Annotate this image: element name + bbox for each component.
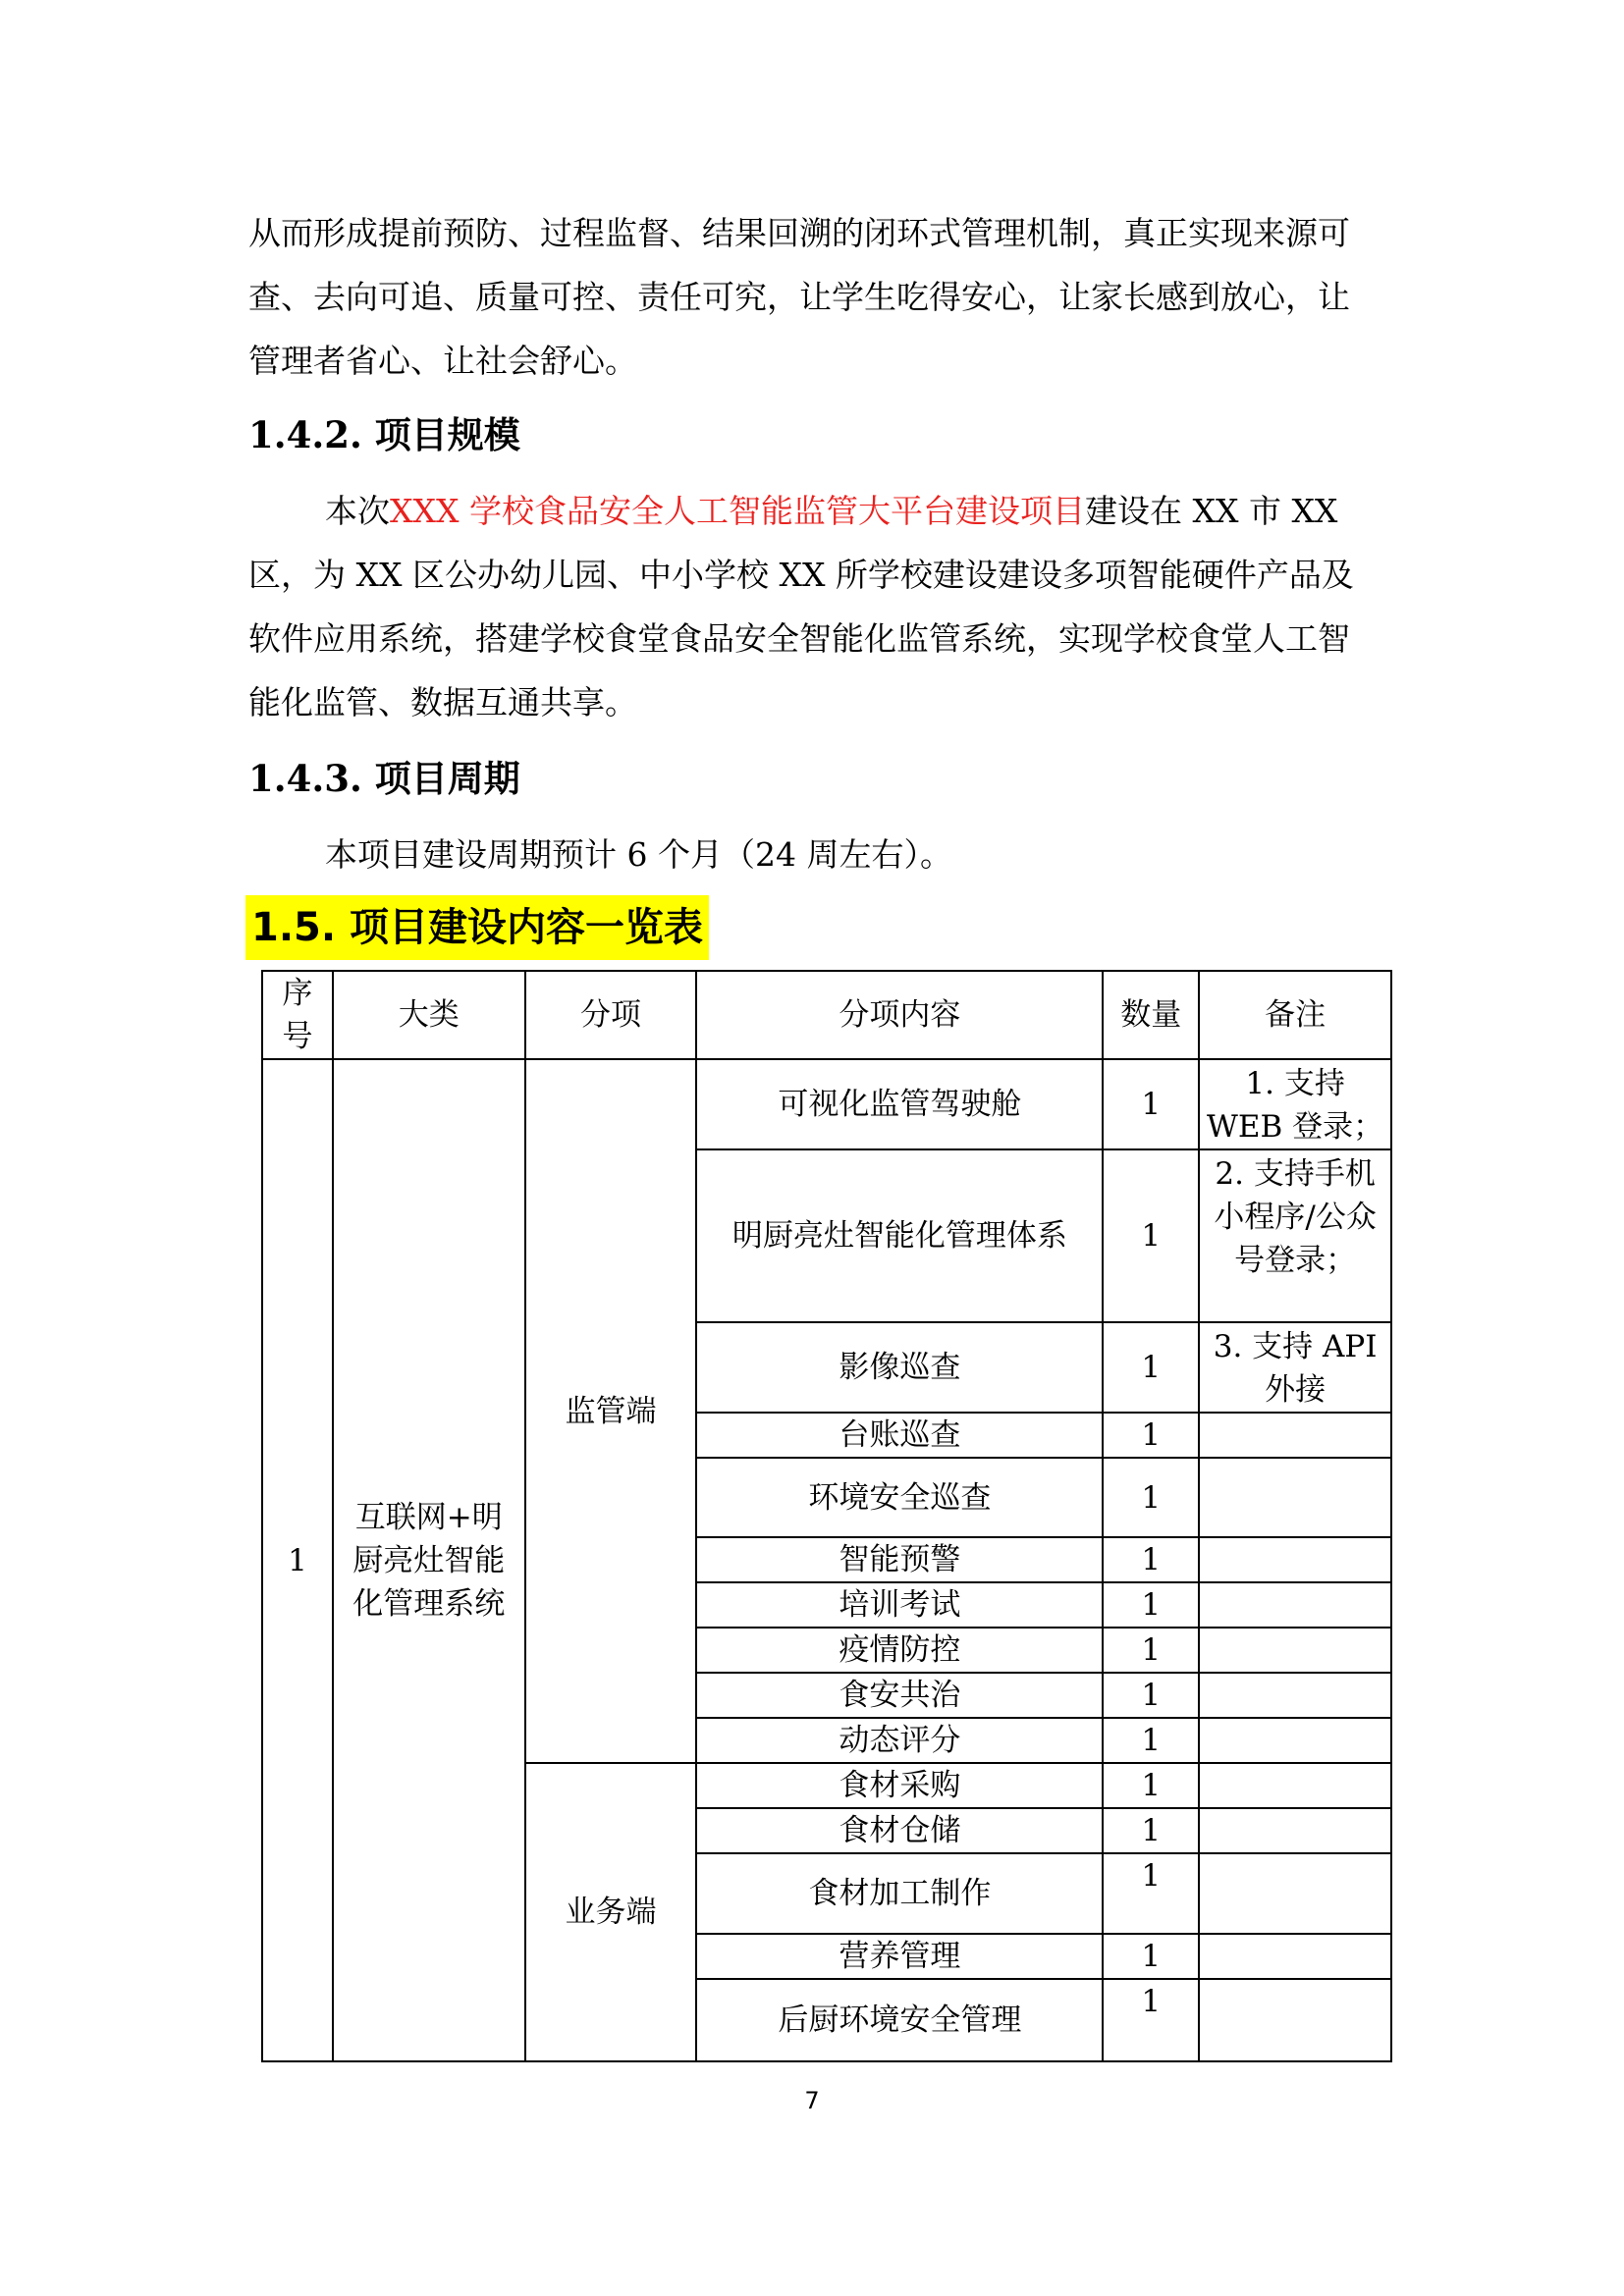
cell-content: 明厨亮灶智能化管理体系 xyxy=(696,1149,1103,1322)
cell-qty: 1 xyxy=(1103,1582,1199,1628)
cell-content: 食材采购 xyxy=(696,1763,1103,1808)
cell-content: 食安共治 xyxy=(696,1673,1103,1718)
cell-content: 食材仓储 xyxy=(696,1808,1103,1853)
cell-content: 食材加工制作 xyxy=(696,1853,1103,1934)
cell-content: 培训考试 xyxy=(696,1582,1103,1628)
cell-qty: 1 xyxy=(1103,1149,1199,1322)
header-seq: 序号 xyxy=(262,971,333,1059)
cell-qty: 1 xyxy=(1103,1322,1199,1413)
cell-qty: 1 xyxy=(1103,1718,1199,1763)
cell-content: 后厨环境安全管理 xyxy=(696,1979,1103,2061)
cell-note-empty xyxy=(1199,1763,1391,1808)
cell-content: 疫情防控 xyxy=(696,1628,1103,1673)
cell-qty: 1 xyxy=(1103,1673,1199,1718)
cell-note-empty xyxy=(1199,1673,1391,1718)
intro-line-3: 管理者省心、让社会舒心。 xyxy=(248,342,637,380)
intro-line-2: 查、去向可追、质量可控、责任可究，让学生吃得安心，让家长感到放心，让 xyxy=(248,278,1350,316)
project-name-highlight: XXX 学校食品安全人工智能监管大平台建设项目 xyxy=(390,492,1085,530)
cell-qty: 1 xyxy=(1103,1853,1199,1934)
cell-note-empty xyxy=(1199,1718,1391,1763)
cell-qty: 1 xyxy=(1103,1458,1199,1537)
cell-content: 环境安全巡查 xyxy=(696,1458,1103,1537)
cell-note-empty xyxy=(1199,1582,1391,1628)
cell-note-empty xyxy=(1199,1458,1391,1537)
cell-content: 动态评分 xyxy=(696,1718,1103,1763)
cell-note-empty xyxy=(1199,1853,1391,1934)
cell-qty: 1 xyxy=(1103,1537,1199,1582)
cell-note-1: 1. 支持 WEB 登录； xyxy=(1199,1059,1391,1149)
cell-category: 互联网+明厨亮灶智能化管理系统 xyxy=(333,1059,525,2061)
cell-note-3: 3. 支持 API 外接 xyxy=(1199,1322,1391,1413)
cell-group-business: 业务端 xyxy=(525,1763,697,2061)
cell-note-2: 2. 支持手机小程序/公众号登录； xyxy=(1199,1149,1391,1322)
page-number: 7 xyxy=(804,2087,820,2114)
header-subitem: 分项 xyxy=(525,971,697,1059)
cell-content: 智能预警 xyxy=(696,1537,1103,1582)
cell-qty: 1 xyxy=(1103,1979,1199,2061)
cell-note-empty xyxy=(1199,1628,1391,1673)
header-note: 备注 xyxy=(1199,971,1391,1059)
cell-note-empty xyxy=(1199,1808,1391,1853)
cell-content: 台账巡查 xyxy=(696,1413,1103,1458)
heading-project-scale: 1.4.2. 项目规模 xyxy=(248,413,520,456)
cell-qty: 1 xyxy=(1103,1808,1199,1853)
table-header-row xyxy=(262,971,1391,1059)
content-table xyxy=(261,970,1392,2062)
table-row xyxy=(262,1059,1391,1149)
scale-text-post: 建设在 XX 市 XX 区，为 XX 区公办幼儿园、中小学校 XX 所学校建设建设多项智能硬件产品及软件应用系统，搭建学校食堂食品安全智能化监管系统，实现学校食堂人工智能化监管、数据互通共享。 xyxy=(248,492,1354,721)
cell-content: 可视化监管驾驶舱 xyxy=(696,1059,1103,1149)
cell-note-empty xyxy=(1199,1979,1391,2061)
header-content: 分项内容 xyxy=(696,971,1103,1059)
cell-qty: 1 xyxy=(1103,1934,1199,1979)
cell-content: 营养管理 xyxy=(696,1934,1103,1979)
cell-note-empty xyxy=(1199,1934,1391,1979)
cell-group-supervision: 监管端 xyxy=(525,1059,697,1763)
cell-note-empty xyxy=(1199,1537,1391,1582)
cell-note-empty xyxy=(1199,1413,1391,1458)
header-category: 大类 xyxy=(333,971,525,1059)
heading-content-table: 1.5. 项目建设内容一览表 xyxy=(245,895,709,960)
scale-text-pre: 本次 xyxy=(325,492,390,530)
cell-qty: 1 xyxy=(1103,1628,1199,1673)
scale-paragraph xyxy=(248,479,1378,734)
intro-line-1: 从而形成提前预防、过程监督、结果回溯的闭环式管理机制，真正实现来源可 xyxy=(248,214,1350,252)
header-qty: 数量 xyxy=(1103,971,1199,1059)
cell-seq: 1 xyxy=(262,1059,333,2061)
cell-content: 影像巡查 xyxy=(696,1322,1103,1413)
cell-qty: 1 xyxy=(1103,1763,1199,1808)
cell-qty: 1 xyxy=(1103,1413,1199,1458)
heading-project-period: 1.4.3. 项目周期 xyxy=(248,757,520,800)
cell-qty: 1 xyxy=(1103,1059,1199,1149)
period-paragraph: 本项目建设周期预计 6 个月（24 周左右）。 xyxy=(325,835,952,874)
